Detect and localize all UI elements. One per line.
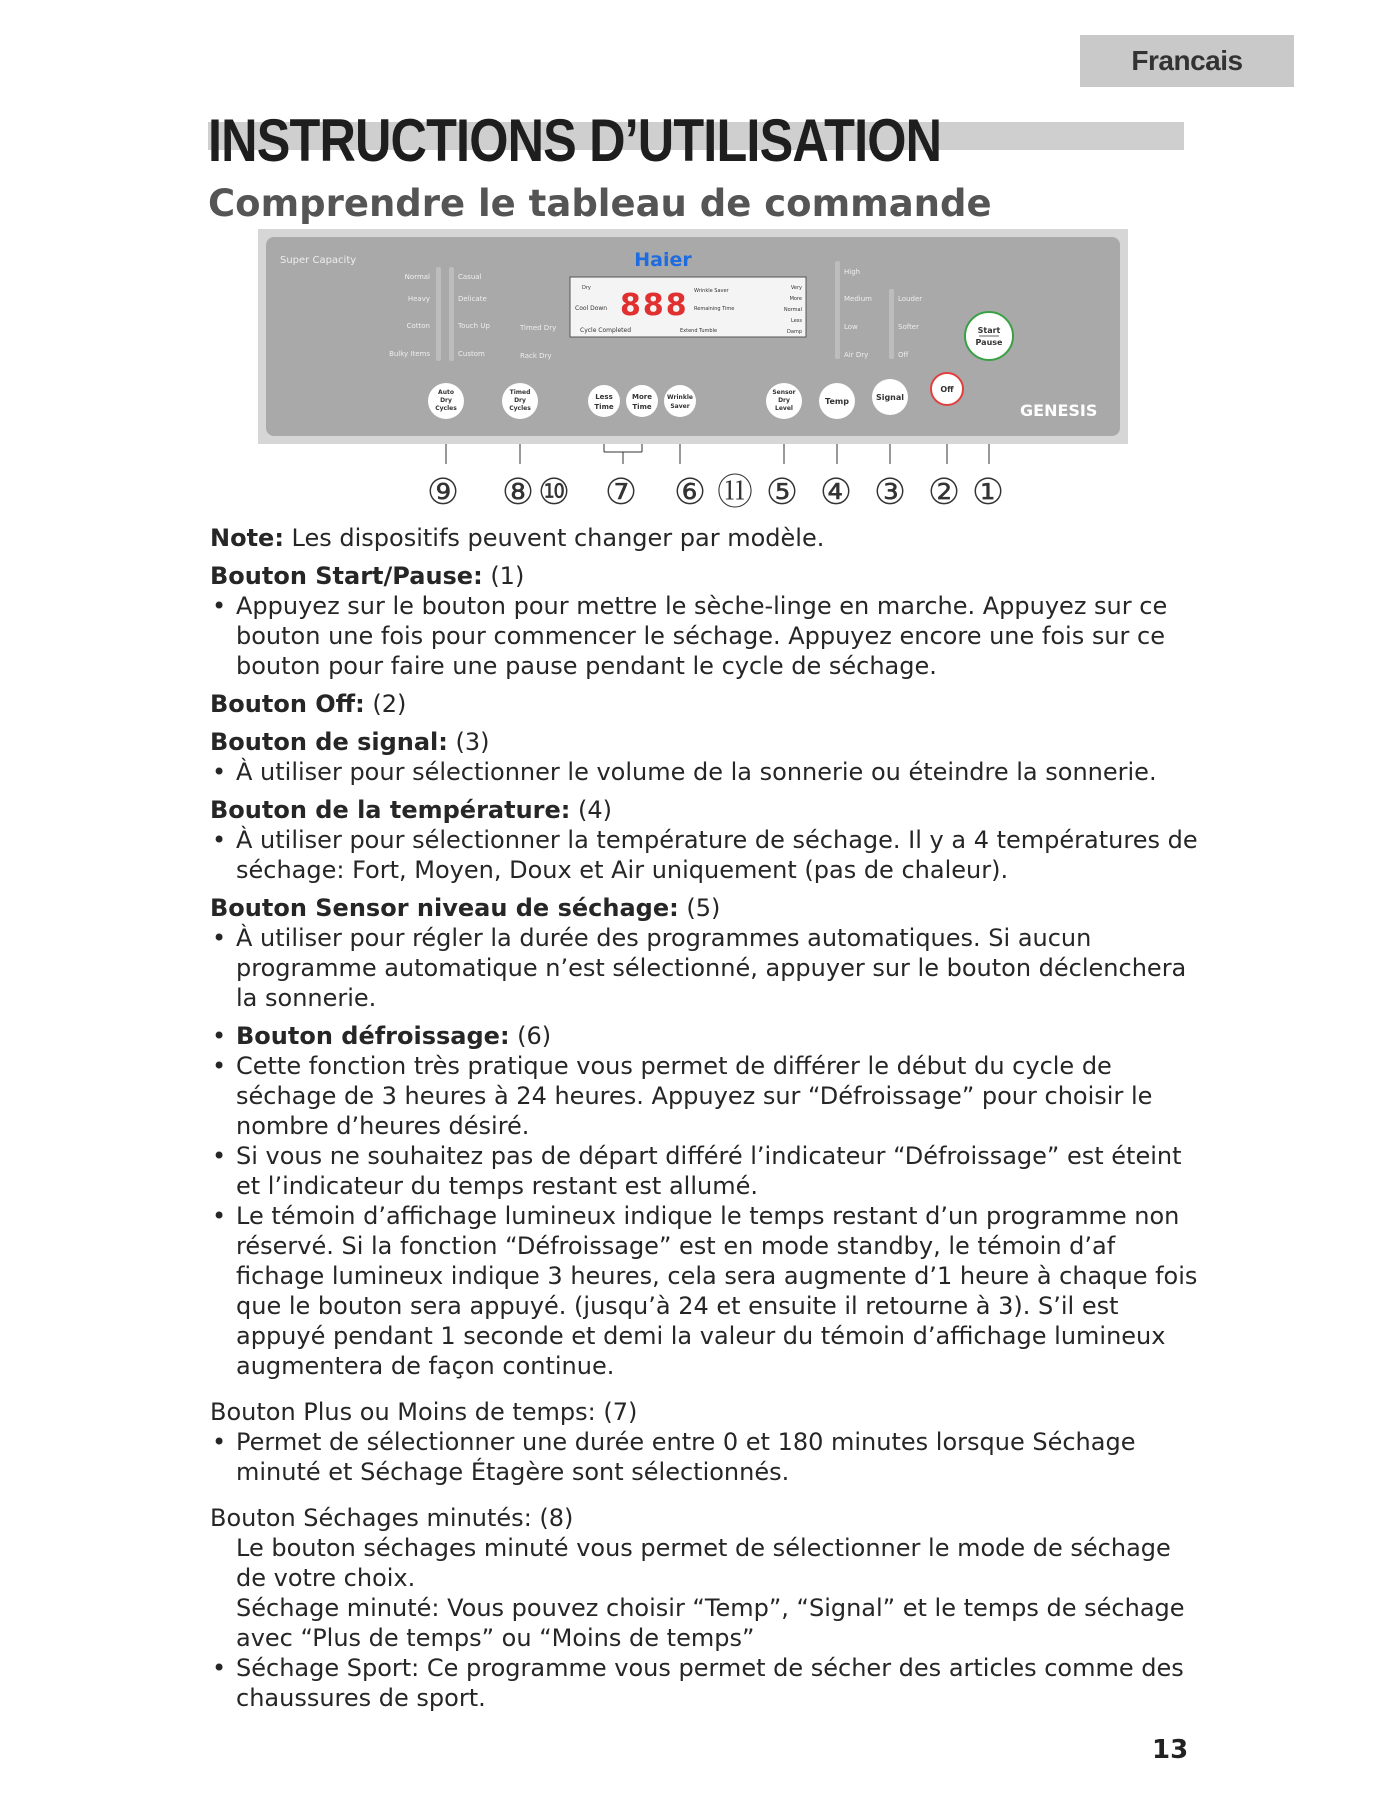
signal-bullet: • À utiliser pour sélectionner le volume de la sonnerie ou éteindre la sonnerie. [210, 757, 1200, 787]
signal-heading: Bouton de signal: (3) [210, 728, 490, 756]
lcd-remaining-time: Remaining Time [694, 306, 735, 312]
lcd-extend-tumble: Extend Tumble [680, 328, 718, 334]
svg-text:Cycles: Cycles [509, 405, 531, 412]
sensor-dry-level-button[interactable] [766, 383, 802, 419]
svg-text:More: More [789, 296, 802, 302]
genesis-logo: GENESIS [1020, 401, 1098, 420]
svg-text:Louder: Louder [898, 295, 923, 303]
capacity-label: Super Capacity [280, 255, 357, 266]
sensor-heading: Bouton Sensor niveau de séchage: (5) [210, 894, 721, 922]
svg-text:Damp: Damp [787, 329, 802, 335]
timed-bullet: • Séchage Sport: Ce programme vous permet de sécher des articles comme des chaussures de sport. [210, 1653, 1200, 1713]
temp-heading: Bouton de la température: (4) [210, 796, 612, 824]
wrinkle-heading: • Bouton défroissage: (6) [210, 1021, 1200, 1051]
page-title: INSTRUCTIONS D’UTILISATION [208, 107, 942, 174]
svg-text:Auto: Auto [438, 389, 454, 396]
signal-button[interactable] [872, 379, 908, 415]
svg-text:Dry: Dry [514, 397, 526, 404]
svg-text:Medium: Medium [844, 295, 872, 303]
callout-10: ⑩ [537, 472, 571, 513]
cycle-delicate: Delicate [458, 295, 487, 303]
callout-11: ⑪ [716, 472, 754, 513]
timed-heading: Bouton Séchages minutés: (8) [210, 1504, 574, 1532]
cycle-casual: Casual [458, 273, 482, 281]
svg-text:Less: Less [791, 318, 802, 324]
svg-text:Pause: Pause [975, 338, 1003, 347]
svg-text:Time: Time [594, 403, 614, 411]
brand-logo: Haier [634, 249, 692, 271]
svg-text:Air Dry: Air Dry [844, 351, 869, 359]
svg-text:Temp: Temp [825, 397, 849, 406]
svg-text:Dry: Dry [778, 397, 790, 404]
control-panel-svg [258, 229, 1128, 444]
cycle-bulky: Bulky Items [389, 350, 430, 358]
cycle-normal: Normal [404, 273, 430, 281]
timed-para-2: Séchage minuté: Vous pouvez choisir “Temp”, “Signal” et le temps de séchage avec “Plus de temps” ou “Moins de temps” [236, 1594, 1185, 1652]
callout-3: ③ [873, 472, 907, 513]
page-subtitle: Comprendre le tableau de commande [208, 182, 992, 225]
callout-row [258, 444, 1128, 514]
off-button[interactable] [931, 373, 963, 405]
lcd-dry: Dry [582, 285, 591, 291]
svg-text:Sensor: Sensor [772, 389, 796, 396]
timed-dry-cycles-button[interactable] [502, 383, 538, 419]
callout-6: ⑥ [673, 472, 707, 513]
auto-dry-cycles-button[interactable] [428, 383, 464, 419]
callout-2: ② [927, 472, 961, 513]
control-panel-figure [258, 229, 1128, 444]
start-pause-bullet: • Appuyez sur le bouton pour mettre le sèche-linge en marche. Appuyez sur ce bouton une fois pour commencer le séchage. Appuyez encore une fois sur ce bouton pour faire une pause pendant le cycle de séchage. [210, 591, 1200, 681]
more-time-button[interactable] [626, 385, 658, 417]
svg-text:Softer: Softer [898, 323, 919, 331]
start-pause-heading: Bouton Start/Pause: (1) [210, 562, 525, 590]
note: Note: Les dispositifs peuvent changer par modèle. [210, 524, 825, 552]
svg-text:Time: Time [632, 403, 652, 411]
wrinkle-bullet-3: • Le témoin d’affichage lumineux indique le temps restant d’un programme non réservé. Si la fonction “Défroissage” est en mode standby, le témoin d’af fichage lumineux indique 3 heures, cela sera augmente d’1 heure à chaque fois que le bouton sera appuyé. (jusqu’à 24 et ensuite il retourne à 3). S’il est appuyé pendant 1 seconde et demi la valeur du témoin d’affichage lumineux augmentera de façon continue. [210, 1201, 1200, 1381]
cycle-cotton: Cotton [406, 322, 430, 330]
svg-text:Cycles: Cycles [435, 405, 457, 412]
sensor-bullet: • À utiliser pour régler la durée des programmes automatiques. Si aucun programme automatique n’est sélectionné, appuyer sur le bouton déclenchera la sonnerie. [210, 923, 1200, 1013]
callout-1: ① [971, 472, 1005, 513]
timed-para-1: Le bouton séchages minuté vous permet de sélectionner le mode de séchage de votre choix. [236, 1534, 1171, 1592]
wrinkle-bullet-1: • Cette fonction très pratique vous permet de différer le début du cycle de séchage de 3 heures à 24 heures. Appuyez sur “Défroissage” pour choisir le nombre d’heures désiré. [210, 1051, 1200, 1141]
callout-svg [258, 444, 1128, 514]
less-time-button[interactable] [588, 385, 620, 417]
svg-text:Off: Off [898, 351, 909, 359]
more-less-bullet: • Permet de sélectionner une durée entre 0 et 180 minutes lorsque Séchage minuté et Séchage Étagère sont sélectionnés. [210, 1427, 1200, 1487]
option-rack-dry: Rack Dry [520, 352, 552, 360]
callout-7: ⑦ [604, 472, 638, 513]
svg-text:Low: Low [844, 323, 858, 331]
wrinkle-saver-button[interactable] [664, 385, 696, 417]
svg-text:Level: Level [775, 405, 793, 412]
cycle-touch-up: Touch Up [458, 322, 490, 330]
more-less-heading: Bouton Plus ou Moins de temps: (7) [210, 1398, 638, 1426]
svg-text:Start: Start [977, 326, 1001, 335]
svg-text:Normal: Normal [783, 307, 802, 313]
language-tab: Francais [1080, 35, 1294, 87]
svg-text:Very: Very [790, 285, 802, 291]
callout-8: ⑧ [501, 472, 535, 513]
lcd-digits: 888 [620, 288, 689, 323]
svg-text:Saver: Saver [670, 403, 690, 410]
temp-button[interactable] [819, 383, 855, 419]
cycle-heavy: Heavy [407, 295, 430, 303]
off-heading: Bouton Off: (2) [210, 690, 407, 718]
cycle-custom: Custom [458, 350, 485, 358]
lcd-wrinkle-saver: Wrinkle Saver [694, 288, 729, 294]
svg-text:Wrinkle: Wrinkle [667, 394, 693, 401]
option-timed-dry: Timed Dry [520, 324, 557, 332]
start-pause-button[interactable] [965, 312, 1013, 360]
svg-text:Off: Off [940, 385, 954, 394]
svg-text:More: More [632, 393, 652, 401]
callout-9: ⑨ [426, 472, 460, 513]
svg-text:Less: Less [595, 393, 613, 401]
wrinkle-bullet-2: • Si vous ne souhaitez pas de départ différé l’indicateur “Défroissage” est éteint et l’indicateur du temps restant est allumé. [210, 1141, 1200, 1201]
callout-4: ④ [819, 472, 853, 513]
lcd-cycle-completed: Cycle Completed [580, 327, 632, 334]
svg-text:Timed: Timed [509, 389, 531, 396]
svg-text:Signal: Signal [875, 393, 905, 402]
instructions-body [210, 523, 1200, 1713]
page-number: 13 [1152, 1735, 1189, 1765]
svg-text:Dry: Dry [440, 397, 452, 404]
lcd-cool-down: Cool Down [575, 305, 608, 312]
callout-5: ⑤ [765, 472, 799, 513]
svg-text:High: High [844, 268, 861, 276]
temp-bullet: • À utiliser pour sélectionner la température de séchage. Il y a 4 températures de séchage: Fort, Moyen, Doux et Air uniquement (pas de chaleur). [210, 825, 1200, 885]
